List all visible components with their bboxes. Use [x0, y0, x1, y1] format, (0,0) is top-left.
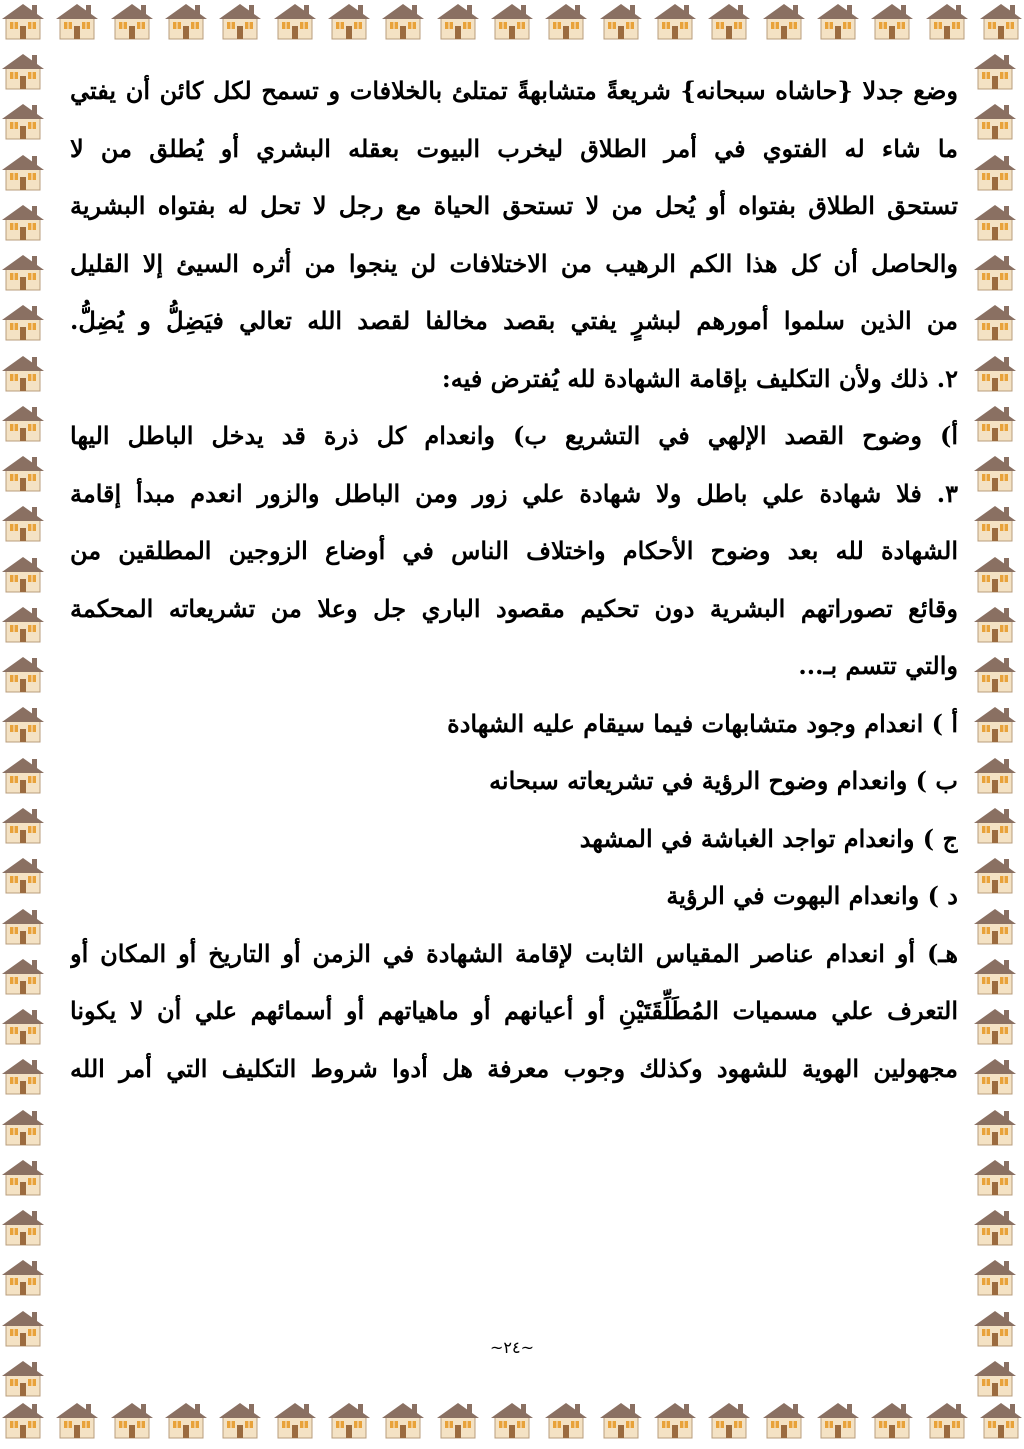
house-icon — [326, 1399, 372, 1441]
house-icon — [972, 653, 1018, 695]
house-icon — [815, 1399, 861, 1441]
house-icon — [972, 100, 1018, 142]
house-icon — [972, 1005, 1018, 1047]
house-icon — [435, 0, 481, 42]
house-icon — [761, 1399, 807, 1441]
list-item: ب ) وانعدام وضوح الرؤية في تشريعاته سبحانه — [489, 766, 958, 795]
house-icon — [972, 1156, 1018, 1198]
house-icon — [972, 251, 1018, 293]
border-top — [0, 0, 1024, 50]
house-icon — [972, 402, 1018, 444]
house-icon — [0, 804, 46, 846]
border-right — [972, 50, 1024, 1399]
house-icon — [54, 1399, 100, 1441]
border-bottom — [0, 1399, 1024, 1449]
house-icon — [0, 0, 46, 42]
house-icon — [972, 1357, 1018, 1399]
house-icon — [972, 754, 1018, 796]
house-icon — [972, 1256, 1018, 1298]
page-body — [70, 62, 958, 1097]
text-line: والحاصل أن كل هذا الكم الرهيب من الاختلافات لن ينجوا من أثره السيئ إلا القليل — [70, 248, 958, 278]
house-icon — [489, 1399, 535, 1441]
house-icon — [0, 100, 46, 142]
house-icon — [0, 151, 46, 193]
text-line: ٣. فلا شهادة علي باطل ولا شهادة علي زور ومن الباطل والزور انعدم مبدأ إقامة — [70, 478, 958, 508]
house-icon — [972, 1055, 1018, 1097]
text-line: هـ) أو انعدام عناصر المقياس الثابت لإقامة الشهادة في الزمن أو التاريخ أو المكان أو — [70, 938, 958, 968]
house-icon — [54, 0, 100, 42]
house-icon — [0, 955, 46, 997]
house-icon — [0, 201, 46, 243]
house-icon — [972, 905, 1018, 947]
house-icon — [0, 1156, 46, 1198]
house-icon — [972, 201, 1018, 243]
house-icon — [706, 0, 752, 42]
house-icon — [0, 754, 46, 796]
house-icon — [0, 1106, 46, 1148]
text-line: التعرف علي مسميات المُطَلِّقَتَيْنِ أو أعيانهم أو ماهياتهم أو أسمائهم علي أن لا يكونا — [70, 996, 958, 1025]
house-icon — [380, 1399, 426, 1441]
house-icon — [0, 452, 46, 494]
house-icon — [0, 502, 46, 544]
house-icon — [109, 0, 155, 42]
text-line: أ) وضوح القصد الإلهي في التشريع ب) وانعدام كل ذرة قد يدخل الباطل اليها — [70, 421, 958, 450]
list-item: أ ) انعدام وجود متشابهات فيما سيقام عليه الشهادة — [447, 708, 958, 738]
house-icon — [489, 0, 535, 42]
house-icon — [972, 603, 1018, 645]
house-icon — [972, 1206, 1018, 1248]
house-icon — [978, 0, 1024, 42]
house-icon — [972, 553, 1018, 595]
house-icon — [272, 1399, 318, 1441]
house-icon — [815, 0, 861, 42]
house-icon — [435, 1399, 481, 1441]
text-line: والتي تتسم بـ... — [798, 651, 958, 680]
text-line: وقائع تصوراتهم البشرية دون تحكيم مقصود الباري جل وعلا من تشريعاته المحكمة — [70, 593, 958, 623]
house-icon — [109, 1399, 155, 1441]
house-icon — [543, 0, 589, 42]
text-line: ٢. ذلك ولأن التكليف بإقامة الشهادة لله يُفترض فيه: — [441, 363, 958, 393]
text-line: الشهادة لله بعد وضوح الأحكام واختلاف الناس في أوضاع الزوجين المطلقين من — [70, 536, 958, 565]
house-icon — [0, 653, 46, 695]
page-number: ~٢٤~ — [490, 1338, 534, 1357]
house-icon — [0, 1357, 46, 1399]
house-icon — [972, 502, 1018, 544]
house-icon — [761, 0, 807, 42]
house-icon — [272, 0, 318, 42]
house-icon — [924, 1399, 970, 1441]
house-icon — [0, 1055, 46, 1097]
house-icon — [972, 703, 1018, 745]
text-line: وضع جدلا {حاشاه سبحانه} شريعةً متشابهةً تمتلئ بالخلافات و تسمح لكل كائن أن يفتي — [70, 76, 958, 105]
house-icon — [0, 1256, 46, 1298]
house-icon — [380, 0, 426, 42]
house-icon — [972, 854, 1018, 896]
house-icon — [0, 352, 46, 394]
house-icon — [978, 1399, 1024, 1441]
house-icon — [924, 0, 970, 42]
house-icon — [0, 1399, 46, 1441]
house-icon — [0, 1206, 46, 1248]
text-line: تستحق الطلاق بفتواه أو يُحل من لا تستحق الحياة مع رجل لا تحل له بفتواه البشرية — [70, 191, 958, 220]
house-icon — [652, 0, 698, 42]
house-icon — [972, 804, 1018, 846]
house-icon — [0, 251, 46, 293]
border-left — [0, 50, 52, 1399]
house-icon — [972, 352, 1018, 394]
house-icon — [217, 0, 263, 42]
list-item: ج ) وانعدام تواجد الغباشة في المشهد — [579, 823, 958, 853]
house-icon — [869, 1399, 915, 1441]
house-icon — [0, 50, 46, 92]
house-icon — [869, 0, 915, 42]
house-icon — [652, 1399, 698, 1441]
list-item: د ) وانعدام البهوت في الرؤية — [666, 881, 958, 910]
text-line: ما شاء له الفتوي في أمر الطلاق ليخرب البيوت بعقله البشري أو يُطلق من لا — [70, 133, 958, 163]
house-icon — [972, 301, 1018, 343]
house-icon — [0, 703, 46, 745]
house-icon — [0, 553, 46, 595]
house-icon — [598, 1399, 644, 1441]
house-icon — [972, 452, 1018, 494]
house-icon — [0, 301, 46, 343]
text-line: مجهولين الهوية للشهود وكذلك وجوب معرفة هل أدوا شروط التكليف التي أمر الله — [70, 1053, 958, 1083]
house-icon — [0, 905, 46, 947]
house-icon — [0, 1005, 46, 1047]
house-icon — [163, 0, 209, 42]
house-icon — [0, 402, 46, 444]
house-icon — [972, 1106, 1018, 1148]
house-icon — [972, 50, 1018, 92]
house-icon — [972, 151, 1018, 193]
house-icon — [706, 1399, 752, 1441]
house-icon — [0, 603, 46, 645]
house-icon — [543, 1399, 589, 1441]
house-icon — [598, 0, 644, 42]
house-icon — [326, 0, 372, 42]
house-icon — [972, 955, 1018, 997]
house-icon — [163, 1399, 209, 1441]
house-icon — [217, 1399, 263, 1441]
text-line: من الذين سلموا أمورهم لبشرٍ يفتي بقصد مخالفا لقصد الله تعالي فيَضِلُّ و يُضِلُّ. — [70, 306, 958, 335]
house-icon — [0, 854, 46, 896]
